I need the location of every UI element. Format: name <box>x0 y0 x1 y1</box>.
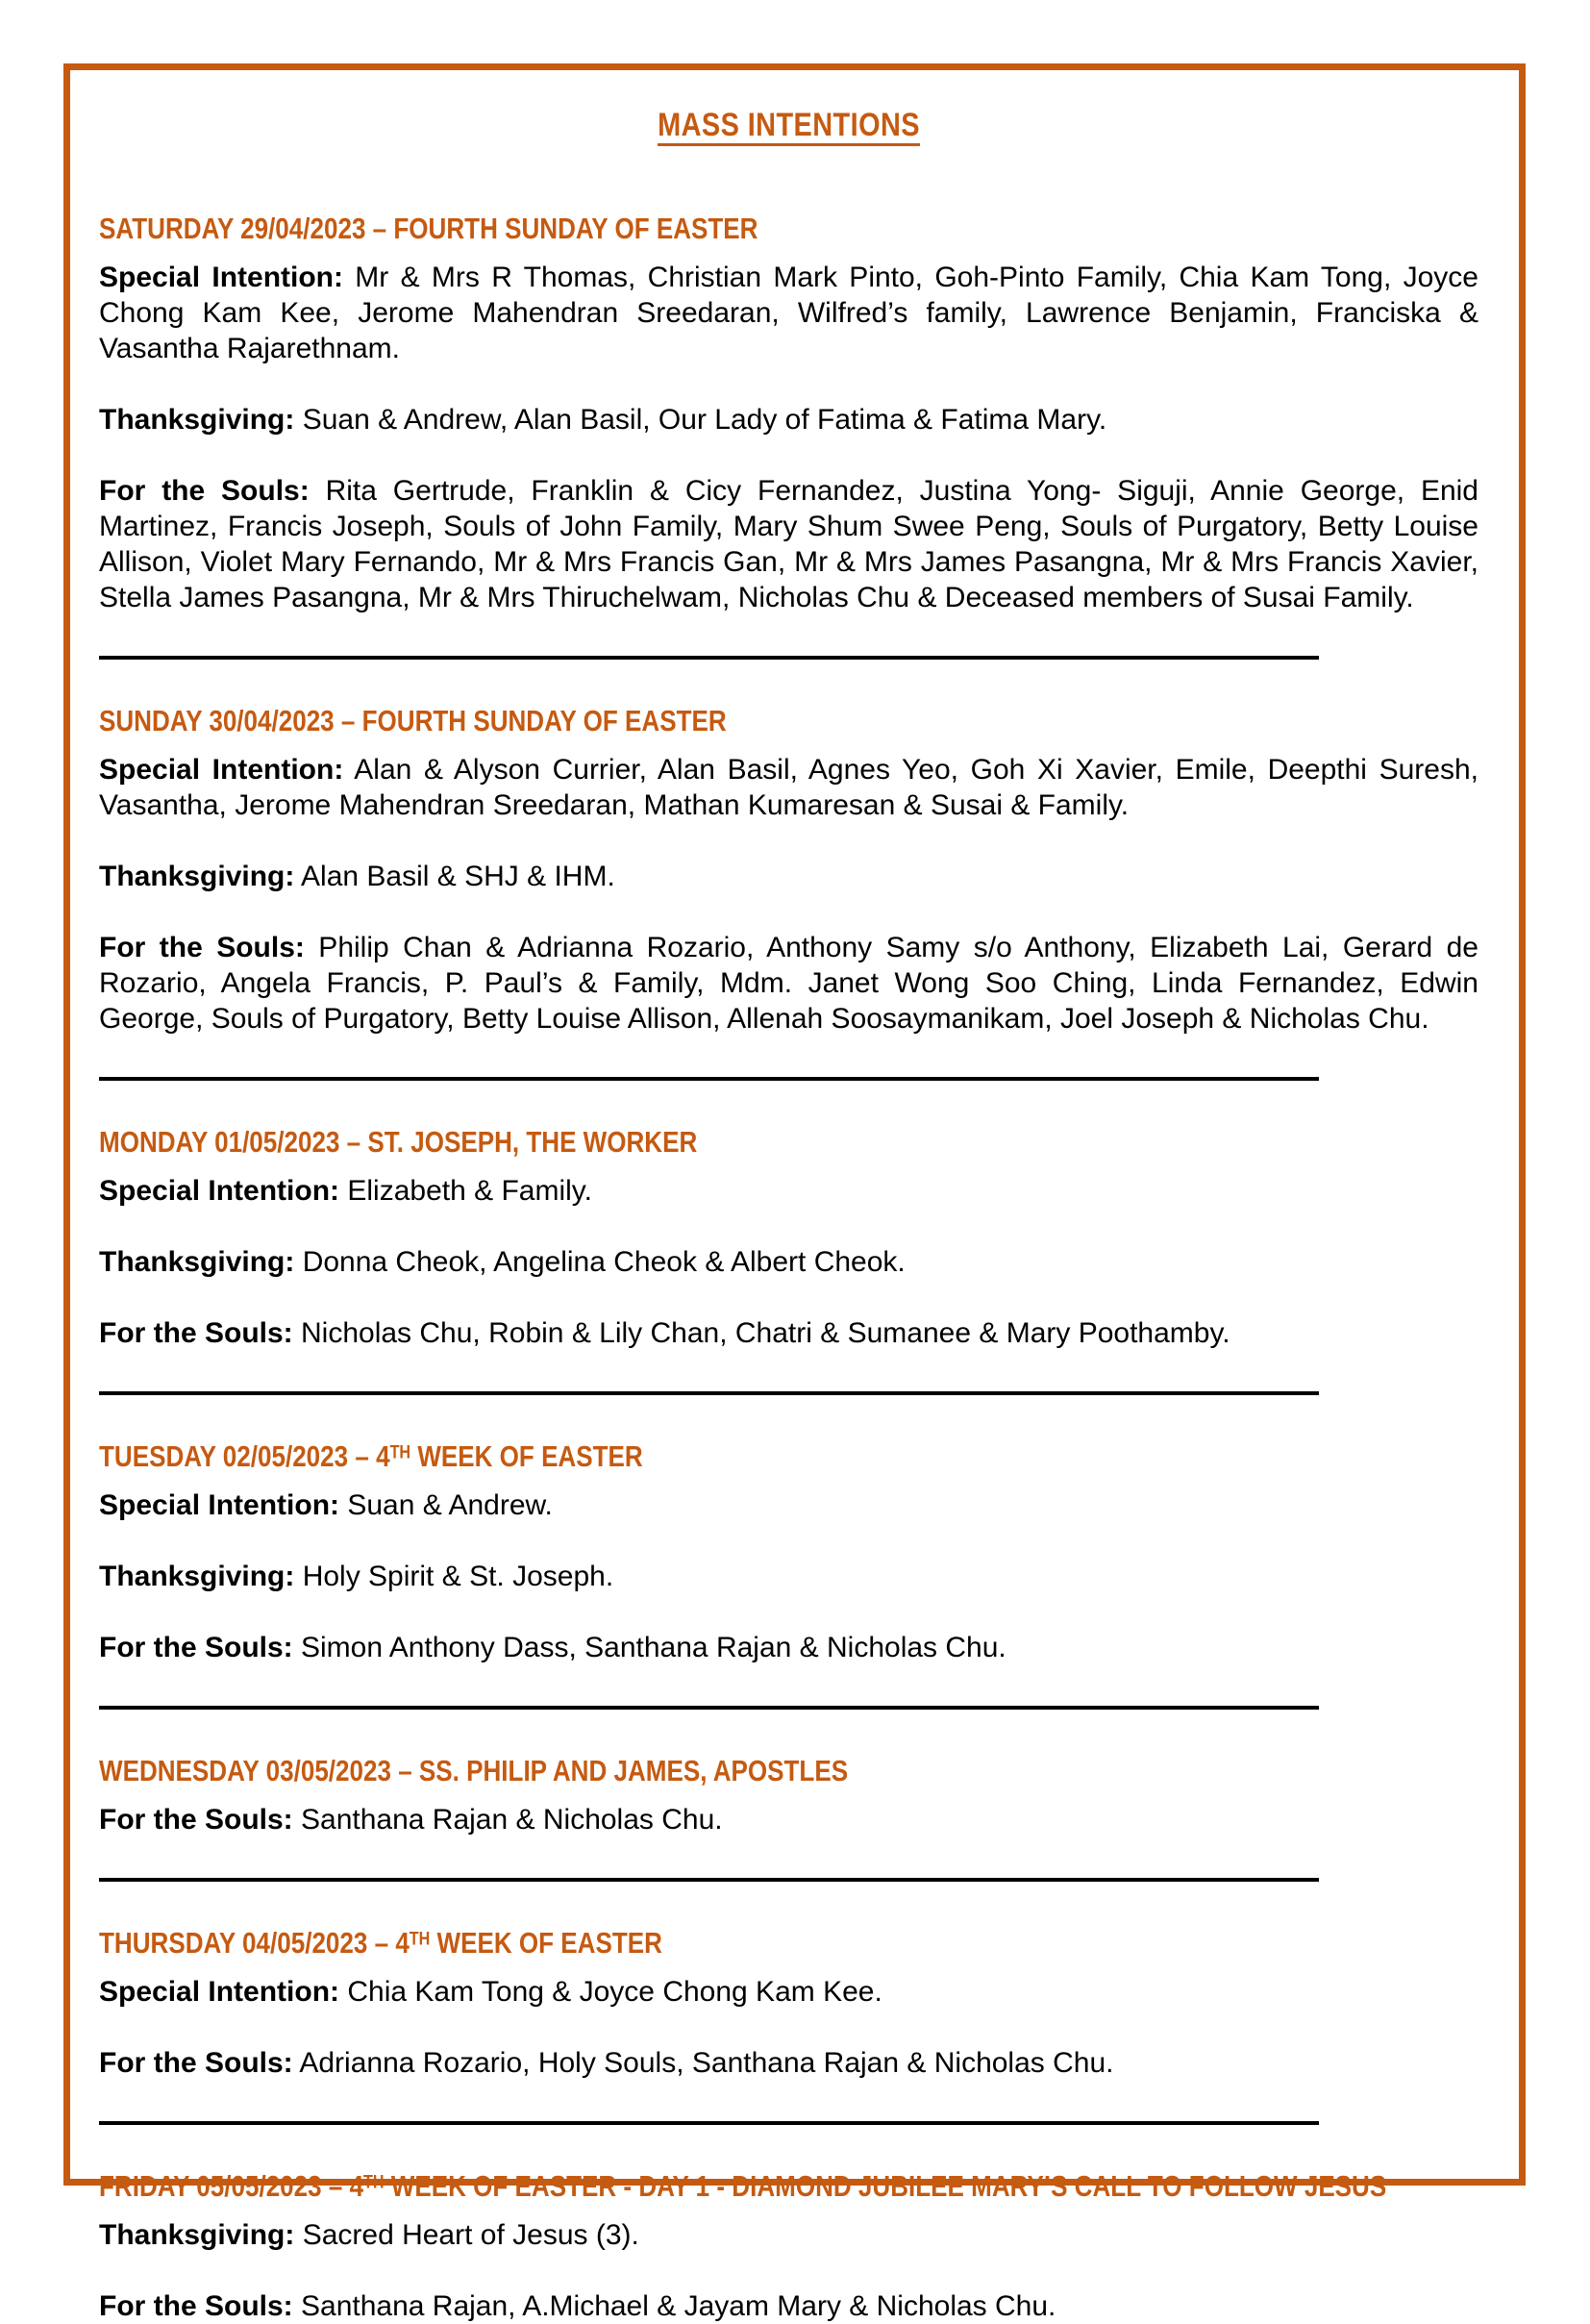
section-divider <box>99 656 1319 660</box>
page-content <box>70 70 1519 2324</box>
mass-day-section <box>99 2169 1478 2324</box>
sections-container <box>99 212 1478 2324</box>
day-heading <box>99 212 1478 246</box>
intention-entry <box>99 473 1478 615</box>
entries-group <box>99 2217 1478 2324</box>
intention-entry <box>99 1244 1478 1280</box>
entry-label: Special Intention: <box>99 262 343 293</box>
intention-entry <box>99 2288 1478 2324</box>
entry-text: Alan & Alyson Currier, Alan Basil, Agnes Yeo, Goh Xi Xavier, Emile, Deepthi Suresh, Vasantha, Jerome Mahendran Sreedaran, Mathan Kumaresan & Susai & Family. <box>99 754 1478 821</box>
entry-label: For the Souls: <box>99 932 305 963</box>
intention-entry <box>99 402 1478 437</box>
day-heading-post: WEEK OF EASTER - DAY 1 - DIAMOND JUBILEE MARY’S CALL TO FOLLOW JESUS <box>384 2169 1387 2203</box>
day-heading-pre: WEDNESDAY 03/05/2023 – SS. PHILIP AND JAMES, APOSTLES <box>99 1754 849 1787</box>
mass-day-section <box>99 1125 1478 1395</box>
intention-entry <box>99 1315 1478 1351</box>
entries-group <box>99 1173 1478 1351</box>
page-title-text: MASS INTENTIONS <box>658 107 920 143</box>
mass-day-section <box>99 704 1478 1081</box>
entry-text: Chia Kam Tong & Joyce Chong Kam Kee. <box>339 1976 882 2008</box>
entry-label: For the Souls: <box>99 2047 293 2079</box>
day-heading-superscript: TH <box>363 2172 385 2193</box>
entry-text: Philip Chan & Adrianna Rozario, Anthony Samy s/o Anthony, Elizabeth Lai, Gerard de Rozario, Angela Francis, P. Paul’s & Family, Mdm. Janet Wong Soo Ching, Linda Fernandez, Edwin George, Souls of Purgatory, Betty Louise Allison, Allenah Soosaymanikam, Joel Joseph & Nicholas Chu. <box>99 932 1478 1035</box>
intention-entry <box>99 260 1478 366</box>
intention-entry <box>99 1487 1478 1523</box>
mass-day-section <box>99 212 1478 660</box>
intention-entry <box>99 859 1478 894</box>
entry-label: For the Souls: <box>99 1632 293 1663</box>
section-divider <box>99 1878 1319 1882</box>
entry-text: Adrianna Rozario, Holy Souls, Santhana Rajan & Nicholas Chu. <box>292 2047 1114 2079</box>
mass-day-section <box>99 1926 1478 2125</box>
entry-label: Special Intention: <box>99 1175 340 1207</box>
entry-label: Thanksgiving: <box>99 2219 295 2251</box>
day-heading-pre: FRIDAY 05/05/2023 – 4 <box>99 2169 364 2203</box>
entry-text: Suan & Andrew, Alan Basil, Our Lady of Fatima & Fatima Mary. <box>294 404 1107 436</box>
day-heading-pre: THURSDAY 04/05/2023 – 4 <box>99 1926 410 1960</box>
entry-label: Thanksgiving: <box>99 861 295 892</box>
mass-day-section <box>99 1439 1478 1710</box>
entry-label: Special Intention: <box>99 1489 340 1521</box>
day-heading-pre: SATURDAY 29/04/2023 – FOURTH SUNDAY OF EASTER <box>99 212 758 245</box>
intention-entry <box>99 930 1478 1037</box>
entry-text: Simon Anthony Dass, Santhana Rajan & Nicholas Chu. <box>292 1632 1006 1663</box>
entry-text: Elizabeth & Family. <box>339 1175 592 1207</box>
day-heading-text <box>99 1125 697 1160</box>
intention-entry <box>99 2217 1478 2253</box>
intention-entry <box>99 1630 1478 1665</box>
entries-group <box>99 1802 1478 1837</box>
entry-text: Sacred Heart of Jesus (3). <box>294 2219 639 2251</box>
entry-label: For the Souls: <box>99 1804 293 1836</box>
intention-entry <box>99 1559 1478 1594</box>
day-heading <box>99 1754 1478 1788</box>
intention-entry <box>99 1974 1478 2010</box>
page-title <box>99 107 1478 144</box>
day-heading-post: WEEK OF EASTER <box>410 1439 643 1473</box>
entries-group <box>99 752 1478 1037</box>
entry-text: Alan Basil & SHJ & IHM. <box>294 861 615 892</box>
day-heading <box>99 2169 1478 2204</box>
section-divider <box>99 1077 1319 1081</box>
entry-label: Thanksgiving: <box>99 1246 295 1278</box>
day-heading-text <box>99 2169 1386 2204</box>
entry-text: Holy Spirit & St. Joseph. <box>294 1561 614 1592</box>
day-heading-text <box>99 704 727 738</box>
entry-label: Thanksgiving: <box>99 1561 295 1592</box>
entry-label: For the Souls: <box>99 1317 293 1349</box>
section-divider <box>99 2121 1319 2125</box>
entry-label: Special Intention: <box>99 1976 340 2008</box>
day-heading-pre: SUNDAY 30/04/2023 – FOURTH SUNDAY OF EASTER <box>99 704 727 737</box>
section-divider <box>99 1706 1319 1710</box>
day-heading <box>99 704 1478 738</box>
day-heading-post: WEEK OF EASTER <box>430 1926 662 1960</box>
day-heading-superscript: TH <box>409 1929 431 1950</box>
day-heading-pre: TUESDAY 02/05/2023 – 4 <box>99 1439 390 1473</box>
day-heading <box>99 1439 1478 1474</box>
entry-label: For the Souls: <box>99 2290 293 2322</box>
entries-group <box>99 1487 1478 1665</box>
day-heading <box>99 1125 1478 1160</box>
day-heading-text <box>99 1439 643 1474</box>
entry-text: Suan & Andrew. <box>339 1489 553 1521</box>
document-page <box>63 63 1526 2322</box>
entry-text: Rita Gertrude, Franklin & Cicy Fernandez, Justina Yong- Siguji, Annie George, Enid Martinez, Francis Joseph, Souls of John Family, Mary Shum Swee Peng, Souls of Purgatory, Betty Louise Allison, Violet Mary Fernando, Mr & Mrs Francis Gan, Mr & Mrs James Pasangna, Mr & Mrs Francis Xavier, Stella James Pasangna, Mr & Mrs Thiruchelwam, Nicholas Chu & Deceased members of Susai Family. <box>99 475 1478 613</box>
day-heading-text <box>99 212 758 246</box>
entries-group <box>99 260 1478 615</box>
intention-entry <box>99 2045 1478 2081</box>
entry-text: Mr & Mrs R Thomas, Christian Mark Pinto, Goh-Pinto Family, Chia Kam Tong, Joyce Chong Kam Kee, Jerome Mahendran Sreedaran, Wilfred’s family, Lawrence Benjamin, Franciska & Vasantha Rajarethnam. <box>99 262 1478 364</box>
mass-day-section <box>99 1754 1478 1882</box>
entry-label: Thanksgiving: <box>99 404 295 436</box>
day-heading-text <box>99 1754 848 1788</box>
intention-entry <box>99 752 1478 823</box>
entries-group <box>99 1974 1478 2081</box>
entry-text: Santhana Rajan, A.Michael & Jayam Mary & Nicholas Chu. <box>292 2290 1056 2322</box>
entry-text: Nicholas Chu, Robin & Lily Chan, Chatri & Sumanee & Mary Poothamby. <box>292 1317 1230 1349</box>
section-divider <box>99 1391 1319 1395</box>
entry-text: Donna Cheok, Angelina Cheok & Albert Cheok. <box>294 1246 906 1278</box>
entry-label: Special Intention: <box>99 754 344 786</box>
day-heading <box>99 1926 1478 1961</box>
day-heading-superscript: TH <box>389 1442 411 1463</box>
day-heading-pre: MONDAY 01/05/2023 – ST. JOSEPH, THE WORKER <box>99 1125 698 1159</box>
entry-text: Santhana Rajan & Nicholas Chu. <box>292 1804 723 1836</box>
intention-entry <box>99 1802 1478 1837</box>
intention-entry <box>99 1173 1478 1209</box>
day-heading-text <box>99 1926 662 1961</box>
entry-label: For the Souls: <box>99 475 310 507</box>
